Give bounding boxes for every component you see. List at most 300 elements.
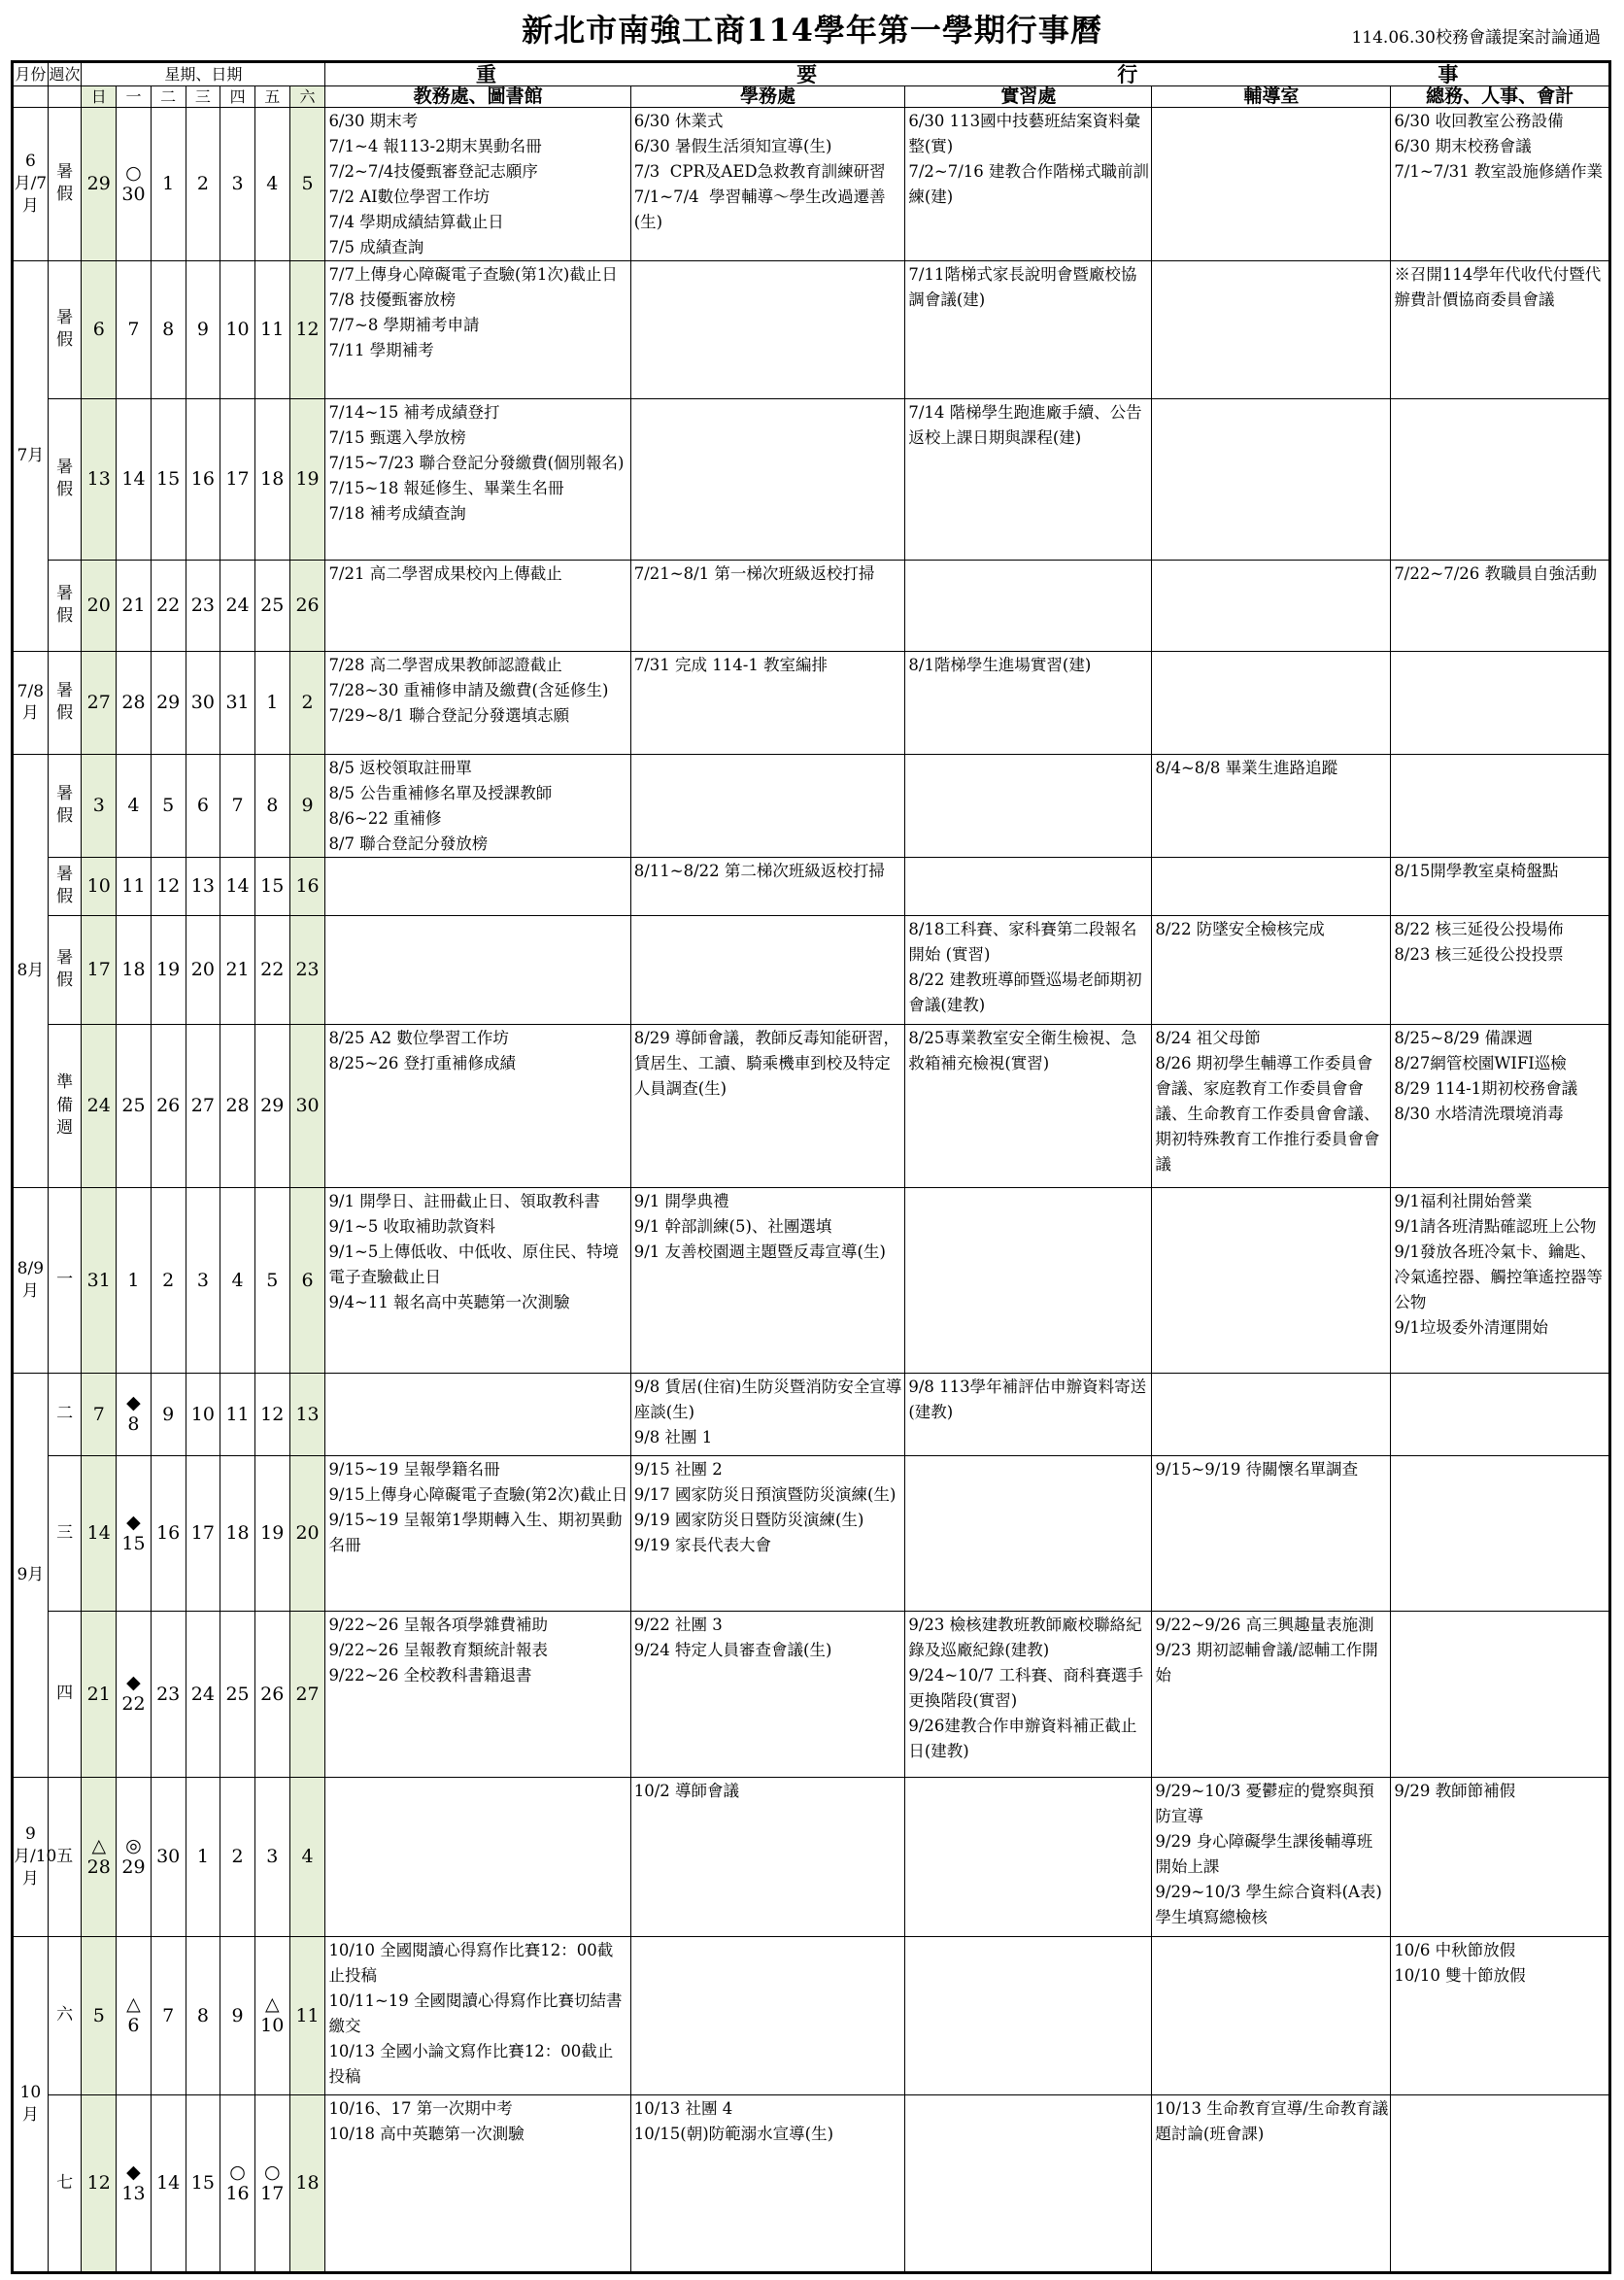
- day-number: 4: [231, 1269, 244, 1291]
- day-number: 3: [266, 1846, 279, 1868]
- day-number: 13: [121, 2182, 146, 2204]
- day-number: 24: [86, 1095, 111, 1117]
- day-number: 31: [86, 1269, 111, 1291]
- day-number: 9: [196, 319, 209, 341]
- event-cell-general-affairs: [1391, 2094, 1610, 2272]
- day-marker-symbol: △: [264, 1993, 280, 2016]
- event-cell-counseling: 9/29~10/3 憂鬱症的覺察與預防宣導 9/29 身心障礙學生課後輔導班開始上課 9/29~10/3 學生綜合資料(A表)學生填寫總檢核: [1152, 1777, 1391, 1936]
- month-cell: 7/8月: [13, 651, 49, 754]
- week-row: [13, 754, 1610, 857]
- day-cell: [254, 260, 289, 398]
- event-cell-practice: 7/14 階梯學生跑進廠手續、公告返校上課日期與課程(建): [905, 398, 1152, 560]
- day-number: 18: [225, 1522, 250, 1545]
- day-number: 17: [225, 468, 250, 491]
- day-number: 6: [301, 1269, 314, 1291]
- event-cell-student-affairs: 9/15 社團 2 9/17 國家防災日預演暨防災演練(生) 9/19 國家防災日暨防災演練(生) 9/19 家長代表大會: [630, 1455, 905, 1611]
- day-cell: [254, 857, 289, 915]
- day-number: 18: [121, 959, 146, 981]
- day-number: 12: [156, 875, 181, 898]
- day-number: 17: [190, 1522, 215, 1545]
- day-number: 3: [231, 173, 244, 195]
- day-number: 13: [295, 1403, 320, 1425]
- dept-header-general-affairs: 總務、人事、會計: [1391, 86, 1610, 108]
- day-cell: [220, 651, 255, 754]
- event-cell-student-affairs: 10/13 社團 4 10/15(朝)防範溺水宣導(生): [630, 2094, 905, 2272]
- event-cell-practice: [905, 1936, 1152, 2094]
- day-cell: [82, 915, 117, 1024]
- event-cell-counseling: 8/22 防墜安全檢核完成: [1152, 915, 1391, 1024]
- day-cell: [186, 915, 220, 1024]
- day-number: 6: [127, 2015, 140, 2037]
- weekday-group-header: 星期、日期: [82, 62, 325, 86]
- event-cell-counseling: [1152, 1373, 1391, 1455]
- day-cell: [186, 1936, 220, 2094]
- event-cell-student-affairs: 7/31 完成 114-1 教室編排: [630, 651, 905, 754]
- month-cell: 6月/7月: [13, 107, 49, 260]
- event-cell-general-affairs: 9/1福利社開始營業 9/1請各班清點確認班上公物 9/1發放各班冷氣卡、鑰匙、冷氣遙控器、觸控筆遙控器等公物 9/1垃圾委外清運開始: [1391, 1187, 1610, 1373]
- day-cell: [186, 107, 220, 260]
- event-cell-general-affairs: [1391, 1611, 1610, 1777]
- day-number: 28: [86, 1855, 111, 1878]
- week-row: [13, 1936, 1610, 2094]
- event-cell-student-affairs: 9/8 賃居(住宿)生防災暨消防安全宣導座談(生) 9/8 社團 1: [630, 1373, 905, 1455]
- day-cell: [82, 1455, 117, 1611]
- day-cell: [289, 1455, 325, 1611]
- day-number: 11: [295, 2004, 320, 2026]
- day-cell: [254, 1611, 289, 1777]
- day-number: 15: [156, 468, 181, 491]
- event-cell-counseling: [1152, 857, 1391, 915]
- day-cell: [186, 1187, 220, 1373]
- day-number: 1: [196, 1846, 209, 1868]
- day-marker-symbol: ◎: [125, 1834, 142, 1856]
- day-number: 12: [86, 2172, 111, 2195]
- day-cell: [151, 1611, 186, 1777]
- event-cell-academic: [325, 1373, 630, 1455]
- event-cell-student-affairs: 9/1 開學典禮 9/1 幹部訓練(5)、社團選填 9/1 友善校園週主題暨反毒宣導(生): [630, 1187, 905, 1373]
- day-number: 26: [260, 1683, 285, 1705]
- week-label: 五: [48, 1777, 82, 1936]
- day-number: 27: [295, 1683, 320, 1705]
- day-header: 六: [289, 86, 325, 108]
- event-cell-general-affairs: [1391, 754, 1610, 857]
- week-label: 七: [48, 2094, 82, 2272]
- day-number: 5: [266, 1269, 279, 1291]
- event-cell-academic: 9/15~19 呈報學籍名冊 9/15上傳身心障礙電子查驗(第2次)截止日 9/15~19 呈報第1學期轉入生、期初異動名冊: [325, 1455, 630, 1611]
- day-number: 9: [301, 795, 314, 817]
- day-number: 14: [156, 2172, 181, 2195]
- event-cell-practice: [905, 560, 1152, 651]
- day-cell: [117, 1024, 152, 1187]
- week-row: [13, 857, 1610, 915]
- day-cell: [289, 560, 325, 651]
- event-cell-general-affairs: 7/22~7/26 教職員自強活動: [1391, 560, 1610, 651]
- day-cell: [117, 1777, 152, 1936]
- day-number: 10: [190, 1403, 215, 1425]
- day-number: 18: [295, 2172, 320, 2195]
- day-cell: [117, 754, 152, 857]
- event-cell-counseling: [1152, 107, 1391, 260]
- day-number: 5: [301, 173, 314, 195]
- event-cell-academic: 7/28 高二學習成果教師認證截止 7/28~30 重補修申請及繳費(含延修生) 7/29~8/1 聯合登記分發選填志願: [325, 651, 630, 754]
- day-number: 17: [86, 959, 111, 981]
- day-number: 13: [190, 875, 215, 898]
- day-cell: [289, 260, 325, 398]
- day-number: 6: [196, 795, 209, 817]
- day-number: 15: [190, 2172, 215, 2195]
- event-cell-practice: 6/30 113國中技藝班結案資料彙整(實) 7/2~7/16 建教合作階梯式職前訓練(建): [905, 107, 1152, 260]
- week-row: [13, 107, 1610, 260]
- day-cell: [220, 1187, 255, 1373]
- week-label: 暑假: [48, 754, 82, 857]
- day-cell: [220, 260, 255, 398]
- day-cell: [117, 1455, 152, 1611]
- event-cell-general-affairs: 8/22 核三延役公投場佈 8/23 核三延役公投投票: [1391, 915, 1610, 1024]
- day-cell: [220, 398, 255, 560]
- day-number: 20: [86, 595, 111, 617]
- day-cell: [254, 398, 289, 560]
- day-header: 五: [254, 86, 289, 108]
- day-number: 4: [127, 795, 140, 817]
- day-cell: [186, 857, 220, 915]
- event-cell-student-affairs: 10/2 導師會議: [630, 1777, 905, 1936]
- week-row: [13, 398, 1610, 560]
- day-number: 7: [92, 1403, 105, 1425]
- day-header: 一: [117, 86, 152, 108]
- day-cell: [151, 754, 186, 857]
- day-cell: [254, 1187, 289, 1373]
- day-number: 10: [260, 2015, 285, 2037]
- day-number: 30: [190, 692, 215, 714]
- day-number: 13: [86, 468, 111, 491]
- event-cell-general-affairs: [1391, 398, 1610, 560]
- day-marker-symbol: ◆: [126, 1672, 141, 1694]
- day-number: 30: [295, 1095, 320, 1117]
- event-cell-counseling: 8/24 祖父母節 8/26 期初學生輔導工作委員會會議、家庭教育工作委員會會議、生命教育工作委員會會議、期初特殊教育工作推行委員會會議: [1152, 1024, 1391, 1187]
- event-cell-academic: 6/30 期末考 7/1~4 報113-2期末異動名冊 7/2~7/4技優甄審登記志願序 7/2 AI數位學習工作坊 7/4 學期成績結算截止日 7/5 成績查詢: [325, 107, 630, 260]
- day-cell: [186, 1611, 220, 1777]
- day-number: 23: [295, 959, 320, 981]
- day-cell: [151, 260, 186, 398]
- day-number: 8: [266, 795, 279, 817]
- day-cell: [254, 2094, 289, 2272]
- month-header-spacer: [13, 86, 49, 108]
- day-cell: [151, 398, 186, 560]
- day-marker-symbol: ◆: [126, 1392, 141, 1414]
- event-cell-academic: [325, 915, 630, 1024]
- day-number: 12: [295, 319, 320, 341]
- day-cell: [220, 2094, 255, 2272]
- event-cell-counseling: [1152, 260, 1391, 398]
- day-number: 24: [225, 595, 250, 617]
- event-cell-student-affairs: [630, 260, 905, 398]
- day-cell: [289, 915, 325, 1024]
- day-number: 2: [196, 173, 209, 195]
- day-marker-symbol: △: [91, 1834, 107, 1856]
- day-number: 4: [301, 1846, 314, 1868]
- approval-note: 114.06.30校務會議提案討論通過: [1351, 28, 1601, 48]
- dept-header-counseling: 輔導室: [1152, 86, 1391, 108]
- week-label: 四: [48, 1611, 82, 1777]
- day-cell: [289, 1024, 325, 1187]
- day-number: 20: [295, 1522, 320, 1545]
- calendar-body: [13, 107, 1610, 2272]
- day-number: 17: [260, 2182, 285, 2204]
- events-title-char: 事: [1438, 62, 1459, 86]
- day-header: 二: [151, 86, 186, 108]
- day-cell: [289, 398, 325, 560]
- week-label: 暑假: [48, 398, 82, 560]
- week-label: 一: [48, 1187, 82, 1373]
- day-number: 16: [190, 468, 215, 491]
- day-cell: [254, 560, 289, 651]
- event-cell-practice: 9/8 113學年補評估申辦資料寄送(建教): [905, 1373, 1152, 1455]
- event-cell-student-affairs: [630, 754, 905, 857]
- events-title-char: 行: [1117, 62, 1138, 86]
- day-number: 28: [225, 1095, 250, 1117]
- day-cell: [186, 1373, 220, 1455]
- event-cell-student-affairs: [630, 398, 905, 560]
- day-number: 22: [260, 959, 285, 981]
- week-label: 六: [48, 1936, 82, 2094]
- day-number: 20: [190, 959, 215, 981]
- day-cell: [117, 2094, 152, 2272]
- day-number: 15: [121, 1532, 146, 1554]
- event-cell-student-affairs: 7/21~8/1 第一梯次班級返校打掃: [630, 560, 905, 651]
- event-cell-academic: [325, 1777, 630, 1936]
- dept-header-practice: 實習處: [905, 86, 1152, 108]
- day-number: 21: [225, 959, 250, 981]
- day-cell: [289, 1936, 325, 2094]
- week-row: [13, 1611, 1610, 1777]
- event-cell-student-affairs: 8/11~8/22 第二梯次班級返校打掃: [630, 857, 905, 915]
- day-cell: [220, 1936, 255, 2094]
- week-label: 暑假: [48, 915, 82, 1024]
- day-number: 10: [225, 319, 250, 341]
- day-cell: [220, 1024, 255, 1187]
- event-cell-general-affairs: 9/29 教師節補假: [1391, 1777, 1610, 1936]
- day-marker-symbol: ○: [125, 161, 142, 184]
- event-cell-counseling: 9/22~9/26 高三興趣量表施測 9/23 期初認輔會議/認輔工作開始: [1152, 1611, 1391, 1777]
- day-cell: [117, 915, 152, 1024]
- day-cell: [220, 915, 255, 1024]
- day-cell: [151, 107, 186, 260]
- event-cell-practice: 7/11階梯式家長說明會暨廠校協調會議(建): [905, 260, 1152, 398]
- event-cell-student-affairs: 8/29 導師會議，教師反毒知能研習，賃居生、工讀、騎乘機車到校及特定人員調查(生): [630, 1024, 905, 1187]
- day-cell: [220, 754, 255, 857]
- day-number: 29: [86, 173, 111, 195]
- day-cell: [186, 398, 220, 560]
- day-number: 23: [156, 1683, 181, 1705]
- day-cell: [289, 651, 325, 754]
- day-number: 5: [162, 795, 175, 817]
- event-cell-student-affairs: [630, 915, 905, 1024]
- week-row: [13, 1777, 1610, 1936]
- event-cell-academic: 7/21 高二學習成果校內上傳截止: [325, 560, 630, 651]
- event-cell-academic: [325, 857, 630, 915]
- day-number: 15: [260, 875, 285, 898]
- day-cell: [254, 915, 289, 1024]
- day-cell: [117, 107, 152, 260]
- day-number: 2: [231, 1846, 244, 1868]
- week-row: [13, 260, 1610, 398]
- day-number: 29: [260, 1095, 285, 1117]
- day-cell: [289, 857, 325, 915]
- day-cell: [151, 1455, 186, 1611]
- day-cell: [186, 2094, 220, 2272]
- day-cell: [186, 754, 220, 857]
- month-cell: 9月: [13, 1373, 49, 1777]
- page-header: [0, 0, 1624, 56]
- event-cell-academic: 8/25 A2 數位學習工作坊 8/25~26 登打重補修成績: [325, 1024, 630, 1187]
- event-cell-practice: 8/18工科賽、家科賽第二段報名開始 (實習) 8/22 建教班導師暨巡場老師期初會議(建教): [905, 915, 1152, 1024]
- dept-header-academic: 教務處、圖書館: [325, 86, 630, 108]
- event-cell-practice: 8/25專業教室安全衛生檢視、急救箱補充檢視(實習): [905, 1024, 1152, 1187]
- day-marker-symbol: △: [126, 1993, 141, 2016]
- event-cell-counseling: 9/15~9/19 待關懷名單調查: [1152, 1455, 1391, 1611]
- week-label: 二: [48, 1373, 82, 1455]
- day-cell: [82, 651, 117, 754]
- day-cell: [254, 1455, 289, 1611]
- day-number: 16: [225, 2182, 250, 2204]
- day-cell: [82, 1936, 117, 2094]
- day-number: 7: [127, 319, 140, 341]
- event-cell-practice: [905, 1777, 1152, 1936]
- event-cell-practice: 9/23 檢核建教班教師廠校聯絡紀錄及巡廠紀錄(建教) 9/24~10/7 工科賽、商科賽選手更換階段(實習) 9/26建教合作申辦資料補正截止日(建教): [905, 1611, 1152, 1777]
- day-number: 14: [225, 875, 250, 898]
- day-cell: [82, 107, 117, 260]
- week-row: [13, 2094, 1610, 2272]
- day-cell: [117, 651, 152, 754]
- day-cell: [151, 1187, 186, 1373]
- events-title-char: 重: [476, 62, 496, 86]
- day-marker-symbol: ○: [229, 2161, 246, 2183]
- day-cell: [151, 560, 186, 651]
- event-cell-general-affairs: [1391, 1373, 1610, 1455]
- event-cell-academic: 7/7上傳身心障礙電子查驗(第1次)截止日 7/8 技優甄審放榜 7/7~8 學期補考申請 7/11 學期補考: [325, 260, 630, 398]
- day-cell: [117, 560, 152, 651]
- event-cell-practice: [905, 2094, 1152, 2272]
- day-cell: [117, 857, 152, 915]
- school-calendar-table: [11, 60, 1611, 2274]
- events-title-char: 要: [796, 62, 818, 86]
- event-cell-general-affairs: [1391, 1455, 1610, 1611]
- day-cell: [186, 560, 220, 651]
- day-cell: [289, 754, 325, 857]
- month-header: 月份: [13, 62, 49, 86]
- event-cell-counseling: [1152, 651, 1391, 754]
- week-label: 暑假: [48, 107, 82, 260]
- month-cell: 7月: [13, 260, 49, 651]
- month-cell: 10月: [13, 1936, 49, 2272]
- day-cell: [289, 107, 325, 260]
- day-number: 28: [121, 692, 146, 714]
- event-cell-academic: 10/10 全國閱讀心得寫作比賽12：00截止投稿 10/11~19 全國閱讀心得寫作比賽切結書繳交 10/13 全國小論文寫作比賽12：00截止投稿: [325, 1936, 630, 2094]
- week-label: 三: [48, 1455, 82, 1611]
- day-number: 2: [162, 1269, 175, 1291]
- event-cell-academic: 10/16、17 第一次期中考 10/18 高中英聽第一次測驗: [325, 2094, 630, 2272]
- day-number: 27: [86, 692, 111, 714]
- day-cell: [186, 1777, 220, 1936]
- day-cell: [220, 857, 255, 915]
- event-cell-practice: [905, 754, 1152, 857]
- week-header: 週次: [48, 62, 82, 86]
- day-number: 31: [225, 692, 250, 714]
- week-row: [13, 1373, 1610, 1455]
- day-number: 2: [301, 692, 314, 714]
- day-number: 22: [156, 595, 181, 617]
- day-cell: [289, 1373, 325, 1455]
- day-number: 26: [295, 595, 320, 617]
- event-cell-academic: 9/22~26 呈報各項學雜費補助 9/22~26 呈報教育類統計報表 9/22~26 全校教科書籍退書: [325, 1611, 630, 1777]
- day-cell: [82, 1777, 117, 1936]
- day-cell: [117, 260, 152, 398]
- day-cell: [117, 1373, 152, 1455]
- day-number: 11: [260, 319, 285, 341]
- day-number: 1: [127, 1269, 140, 1291]
- day-marker-symbol: ◆: [126, 2161, 141, 2183]
- day-number: 19: [295, 468, 320, 491]
- event-cell-counseling: 8/4~8/8 畢業生進路追蹤: [1152, 754, 1391, 857]
- day-number: 1: [266, 692, 279, 714]
- day-cell: [82, 2094, 117, 2272]
- day-cell: [186, 260, 220, 398]
- month-cell: 8月: [13, 754, 49, 1187]
- day-cell: [220, 1373, 255, 1455]
- event-cell-general-affairs: 8/15開學教室桌椅盤點: [1391, 857, 1610, 915]
- dept-header-student-affairs: 學務處: [630, 86, 905, 108]
- event-cell-practice: 8/1階梯學生進場實習(建): [905, 651, 1152, 754]
- event-cell-academic: 9/1 開學日、註冊截止日、領取教科書 9/1~5 收取補助款資料 9/1~5上傳低收、中低收、原住民、特境電子查驗截止日 9/4~11 報名高中英聽第一次測驗: [325, 1187, 630, 1373]
- day-cell: [151, 2094, 186, 2272]
- week-label: 暑假: [48, 260, 82, 398]
- day-marker-symbol: ◆: [126, 1511, 141, 1533]
- week-row: [13, 1187, 1610, 1373]
- events-title-header: [325, 62, 1610, 86]
- day-header: 日: [82, 86, 117, 108]
- day-number: 24: [190, 1683, 215, 1705]
- day-number: 10: [86, 875, 111, 898]
- day-number: 21: [121, 595, 146, 617]
- day-cell: [254, 754, 289, 857]
- day-cell: [82, 754, 117, 857]
- day-number: 25: [260, 595, 285, 617]
- day-header: 三: [186, 86, 220, 108]
- day-cell: [151, 1024, 186, 1187]
- day-cell: [151, 1373, 186, 1455]
- event-cell-practice: [905, 1187, 1152, 1373]
- day-number: 3: [92, 795, 105, 817]
- day-number: 22: [121, 1693, 146, 1716]
- day-cell: [220, 1611, 255, 1777]
- week-label: 暑假: [48, 651, 82, 754]
- day-number: 26: [156, 1095, 181, 1117]
- week-row: [13, 1024, 1610, 1187]
- day-number: 11: [225, 1403, 250, 1425]
- day-cell: [186, 1455, 220, 1611]
- week-row: [13, 651, 1610, 754]
- week-header-spacer: [48, 86, 82, 108]
- day-cell: [151, 1936, 186, 2094]
- event-cell-counseling: [1152, 1936, 1391, 2094]
- day-number: 1: [162, 173, 175, 195]
- day-number: 8: [162, 319, 175, 341]
- month-cell: 9月/10月: [13, 1777, 49, 1936]
- day-number: 8: [196, 2004, 209, 2026]
- day-cell: [82, 260, 117, 398]
- event-cell-general-affairs: 6/30 收回教室公務設備 6/30 期末校務會議 7/1~7/31 教室設施修繕作業: [1391, 107, 1610, 260]
- day-cell: [289, 1777, 325, 1936]
